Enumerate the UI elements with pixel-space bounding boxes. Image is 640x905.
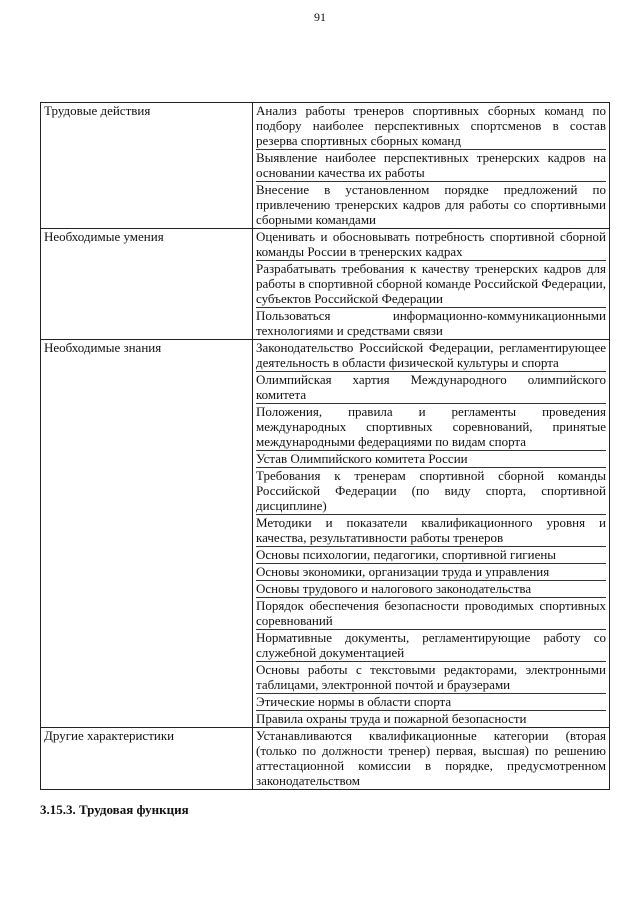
table-row bbox=[41, 103, 610, 229]
list-item: Нормативные документы, регламентирующие работу со служебной документацией bbox=[256, 630, 606, 660]
list-item: Разрабатывать требования к качеству тренерских кадров для работы в спортивной сборной команде Российской Федерации, субъектов Российской Федерации bbox=[256, 261, 606, 306]
list-item: Пользоваться информационно-коммуникационными технологиями и средствами связи bbox=[256, 308, 606, 338]
list-item: Основы психологии, педагогики, спортивной гигиены bbox=[256, 546, 606, 563]
list-item: Олимпийская хартия Международного олимпийского комитета bbox=[256, 372, 606, 402]
characteristics-table bbox=[40, 102, 610, 790]
list-item: Выявление наиболее перспективных тренерских кадров на основании качества их работы bbox=[256, 150, 606, 180]
row-label: Трудовые действия bbox=[41, 103, 253, 229]
table-row bbox=[41, 340, 610, 728]
table-row bbox=[41, 728, 610, 790]
list-item: Основы работы с текстовыми редакторами, электронными таблицами, электронной почтой и браузерами bbox=[256, 662, 606, 692]
row-items bbox=[253, 340, 610, 728]
list-item: Внесение в установленном порядке предложений по привлечению тренерских кадров для работы со спортивными сборными командами bbox=[256, 182, 606, 227]
row-label: Необходимые знания bbox=[41, 340, 253, 728]
list-item: Устав Олимпийского комитета России bbox=[256, 450, 606, 467]
list-item: Методики и показатели квалификационного уровня и качества, результативности работы тренеров bbox=[256, 515, 606, 545]
list-item: Порядок обеспечения безопасности проводимых спортивных соревнований bbox=[256, 598, 606, 628]
list-item: Положения, правила и регламенты проведения международных спортивных соревнований, принятые международными федерациями по видам спорта bbox=[256, 404, 606, 449]
list-item: Требования к тренерам спортивной сборной команды Российской Федерации (по виду спорта, спортивной дисциплине) bbox=[256, 468, 606, 513]
row-label: Другие характеристики bbox=[41, 728, 253, 790]
list-item: Основы трудового и налогового законодательства bbox=[256, 580, 606, 597]
list-item: Основы экономики, организации труда и управления bbox=[256, 563, 606, 580]
row-items bbox=[253, 229, 610, 340]
list-item: Устанавливаются квалификационные категории (вторая (только по должности тренер) первая, высшая) по решению аттестационной комиссии в порядке, предусмотренном законодательством bbox=[256, 728, 606, 788]
list-item: Оценивать и обосновывать потребность спортивной сборной команды России в тренерских кадрах bbox=[256, 229, 606, 259]
row-label: Необходимые умения bbox=[41, 229, 253, 340]
list-item: Законодательство Российской Федерации, регламентирующее деятельность в области физической культуры и спорта bbox=[256, 340, 606, 370]
section-heading: 3.15.3. Трудовая функция bbox=[40, 802, 189, 817]
page-number: 91 bbox=[314, 10, 326, 24]
list-item: Анализ работы тренеров спортивных сборных команд по подбору наиболее перспективных спортсменов в состав резерва спортивных сборных команд bbox=[256, 103, 606, 148]
list-item: Этические нормы в области спорта bbox=[256, 693, 606, 710]
list-item: Правила охраны труда и пожарной безопасности bbox=[256, 710, 606, 727]
row-items bbox=[253, 103, 610, 229]
characteristics-table-body bbox=[41, 103, 610, 790]
row-items bbox=[253, 728, 610, 790]
table-row bbox=[41, 229, 610, 340]
